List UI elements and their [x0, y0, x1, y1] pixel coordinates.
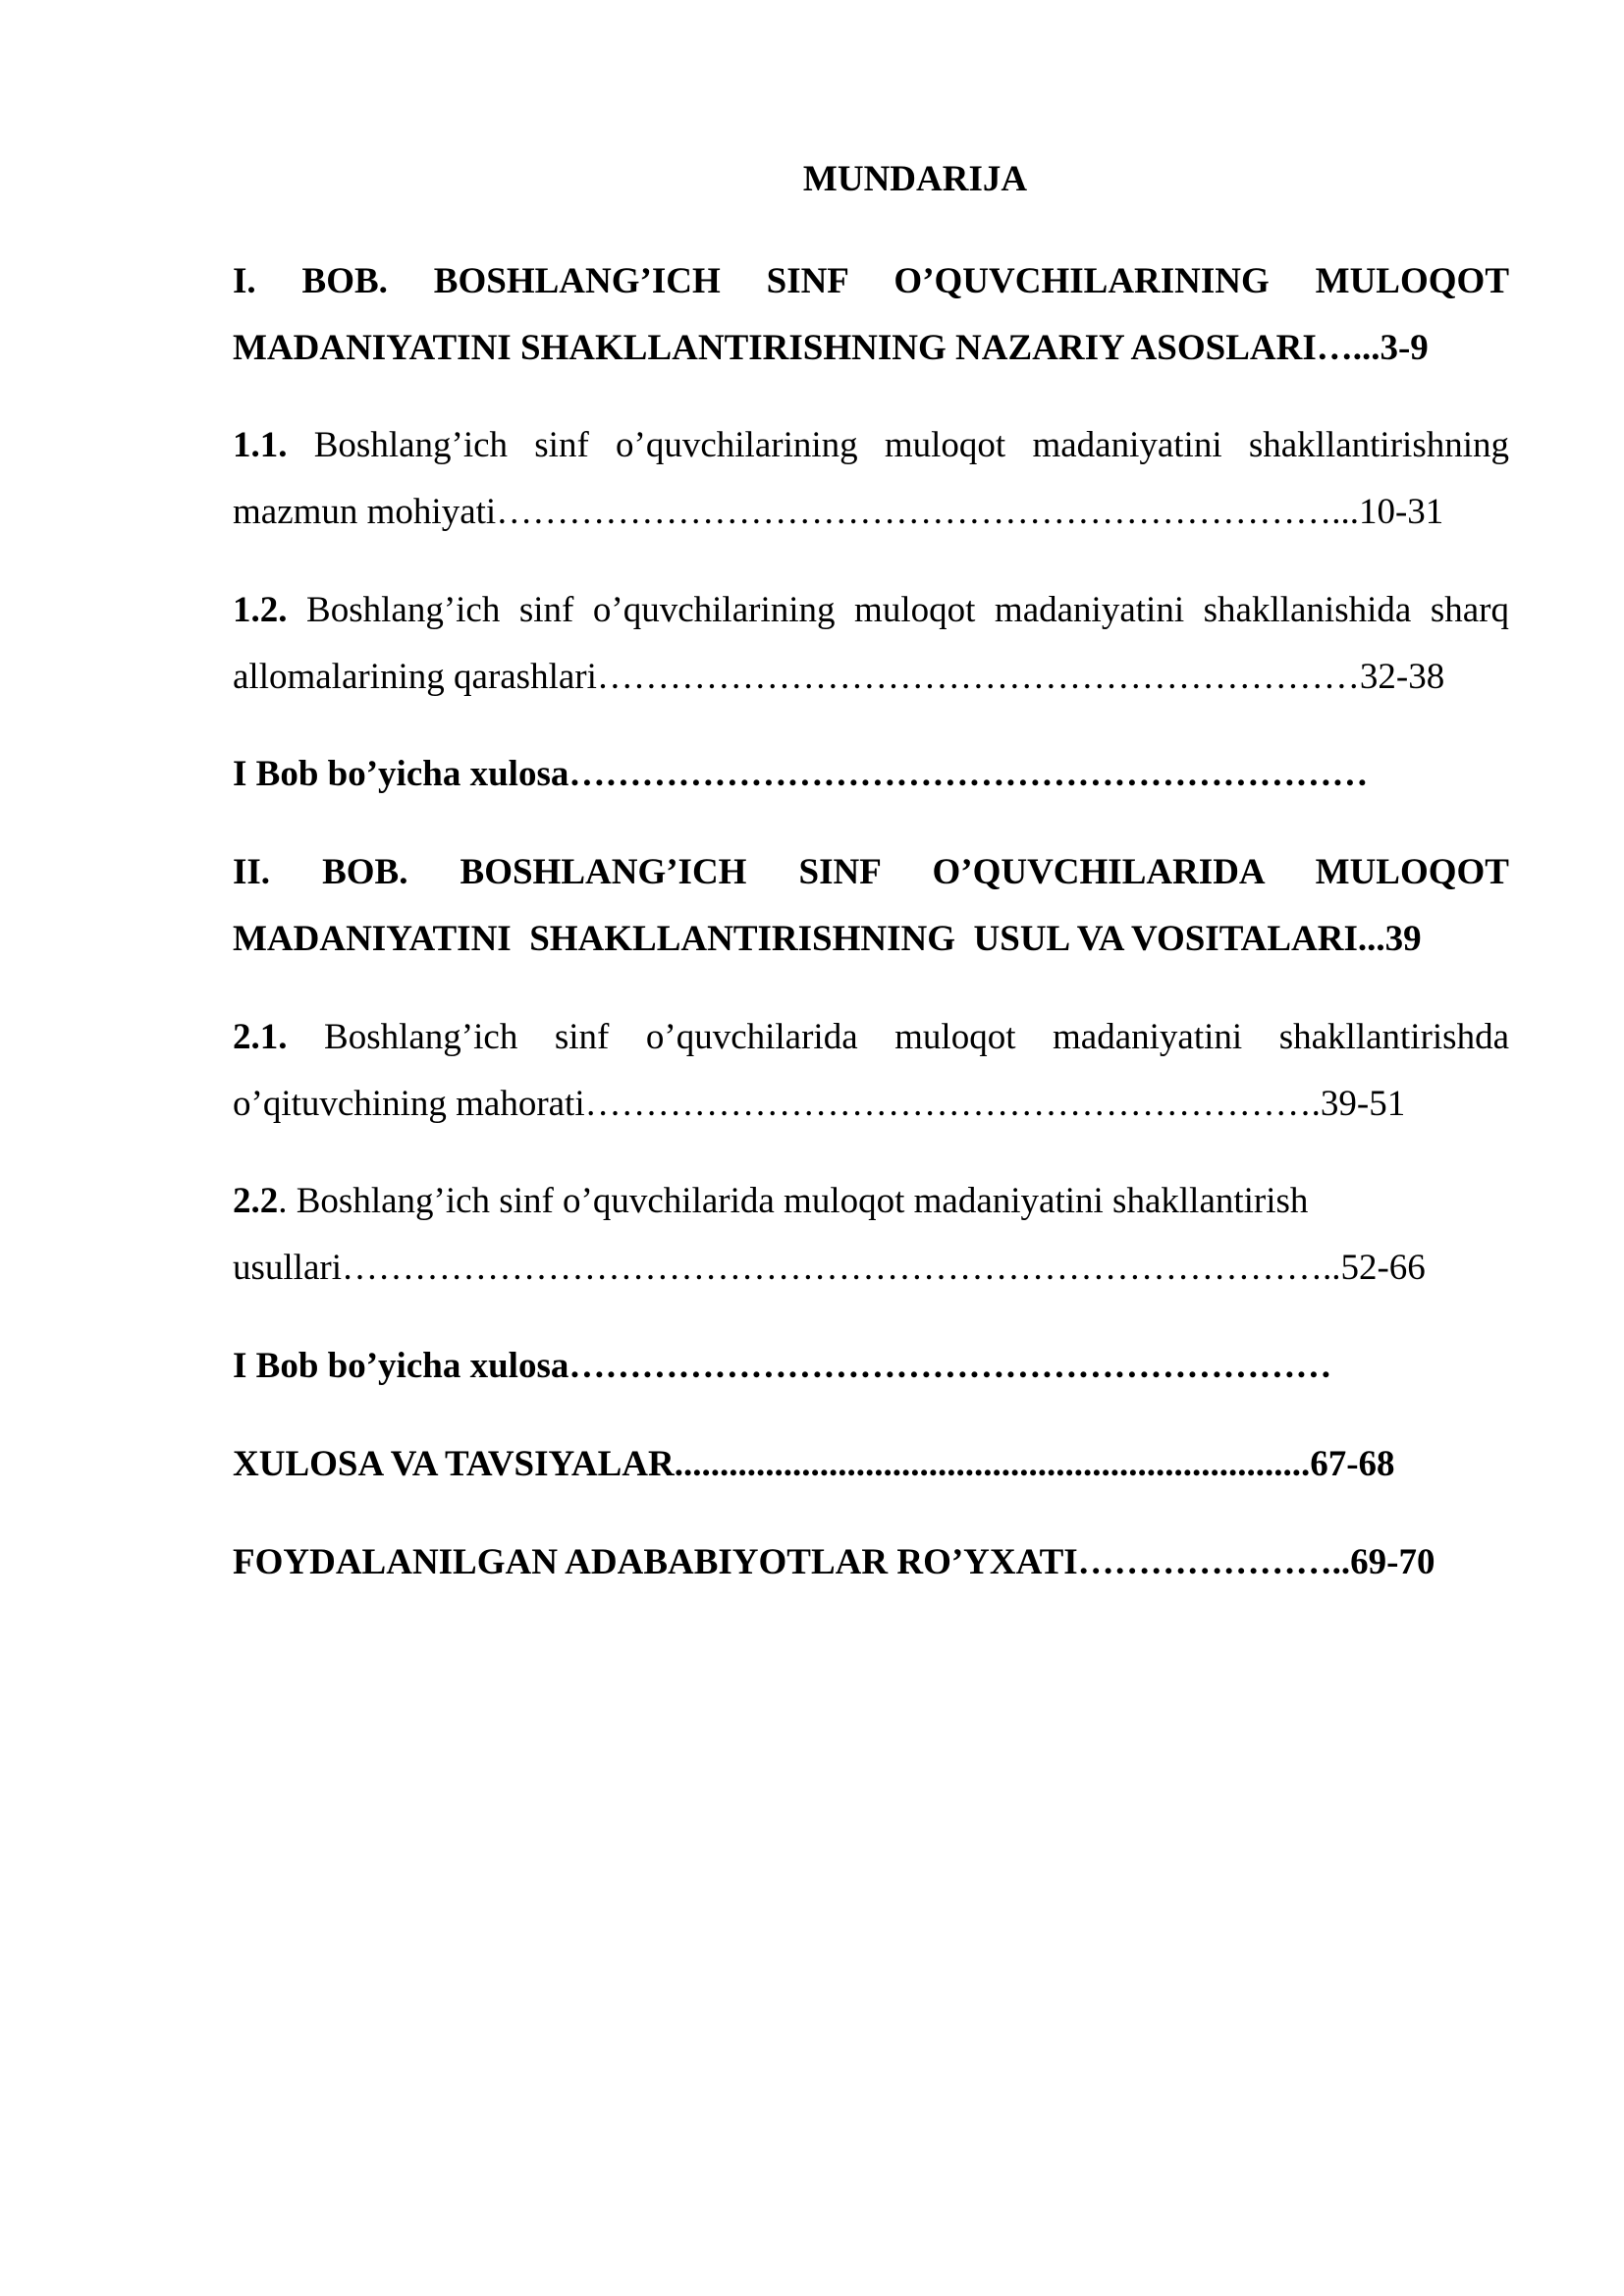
toc-chapter-2-conclusion: [233, 1333, 1509, 1400]
toc-conclusions-recommendations-line: XULOSA VA TAVSIYALAR......................................................................67-68: [233, 1444, 1395, 1484]
toc-section-text: Boshlang’ich sinf o’quvchilarining muloqot madaniyatini shakllantirishning: [287, 425, 1509, 465]
toc-section-2-1: [233, 1004, 1509, 1138]
toc-section-number: 2.1.: [233, 1017, 288, 1057]
toc-section-text: . Boshlang’ich sinf o’quvchilarida muloqot madaniyatini shakllantirish: [278, 1181, 1309, 1221]
toc-section-1-1-line-1: [233, 412, 1509, 479]
toc-section-1-1: [233, 412, 1509, 546]
toc-section-text: Boshlang’ich sinf o’quvchilarining muloqot madaniyatini shakllanishida sharq: [287, 590, 1509, 630]
toc-chapter-1-line-1: I. BOB. BOSHLANG’ICH SINF O’QUVCHILARINING MULOQOT: [233, 261, 1509, 301]
toc-section-1-2-line-2: allomalarining qarashlari………………………………………………………32-38: [233, 657, 1445, 697]
toc-section-number: 1.2.: [233, 590, 288, 630]
toc-section-1-2: [233, 577, 1509, 711]
toc-section-2-1-line-2: o’qituvchining mahorati…………………………………………………….39-51: [233, 1084, 1406, 1124]
toc-references: [233, 1529, 1509, 1596]
page-title: MUNDARIJA: [802, 159, 1028, 199]
toc-section-number: 1.1.: [233, 425, 288, 465]
toc-chapter-2-line-2: MADANIYATINI SHAKLLANTIRISHNING USUL VA VOSITALARI...39: [233, 919, 1422, 959]
toc-conclusions-recommendations: [233, 1431, 1509, 1498]
toc-chapter-2: [233, 839, 1509, 973]
toc-references-line: FOYDALANILGAN ADABABIYOTLAR RO’YXATI…………………..69-70: [233, 1542, 1435, 1582]
toc-section-1-2-line-1: [233, 577, 1509, 644]
toc-section-2-2: [233, 1168, 1509, 1302]
toc-section-1-1-line-2: mazmun mohiyati……………………………………………………………...10-31: [233, 492, 1444, 532]
toc-chapter-1: [233, 248, 1509, 382]
toc-chapter-1-conclusion-line: I Bob bo’yicha xulosa…………………………………………………………: [233, 754, 1369, 794]
toc-chapter-1-line-2: MADANIYATINI SHAKLLANTIRISHNING NAZARIY ASOSLARI…...3-9: [233, 328, 1429, 368]
toc-chapter-2-conclusion-line: I Bob bo’yicha xulosa………………………………………………………: [233, 1346, 1332, 1386]
toc-chapter-1-conclusion: [233, 741, 1509, 808]
toc-section-2-2-line-2: usullari………………………………………………………………………..52-66: [233, 1248, 1426, 1288]
toc-section-text: Boshlang’ich sinf o’quvchilarida muloqot madaniyatini shakllantirishda: [287, 1017, 1509, 1057]
toc-section-number: 2.2: [233, 1181, 279, 1221]
toc-chapter-2-line-1: II. BOB. BOSHLANG’ICH SINF O’QUVCHILARIDA MULOQOT: [233, 852, 1509, 892]
toc-section-2-2-line-1: [233, 1168, 1509, 1235]
toc-section-2-1-line-1: [233, 1004, 1509, 1071]
